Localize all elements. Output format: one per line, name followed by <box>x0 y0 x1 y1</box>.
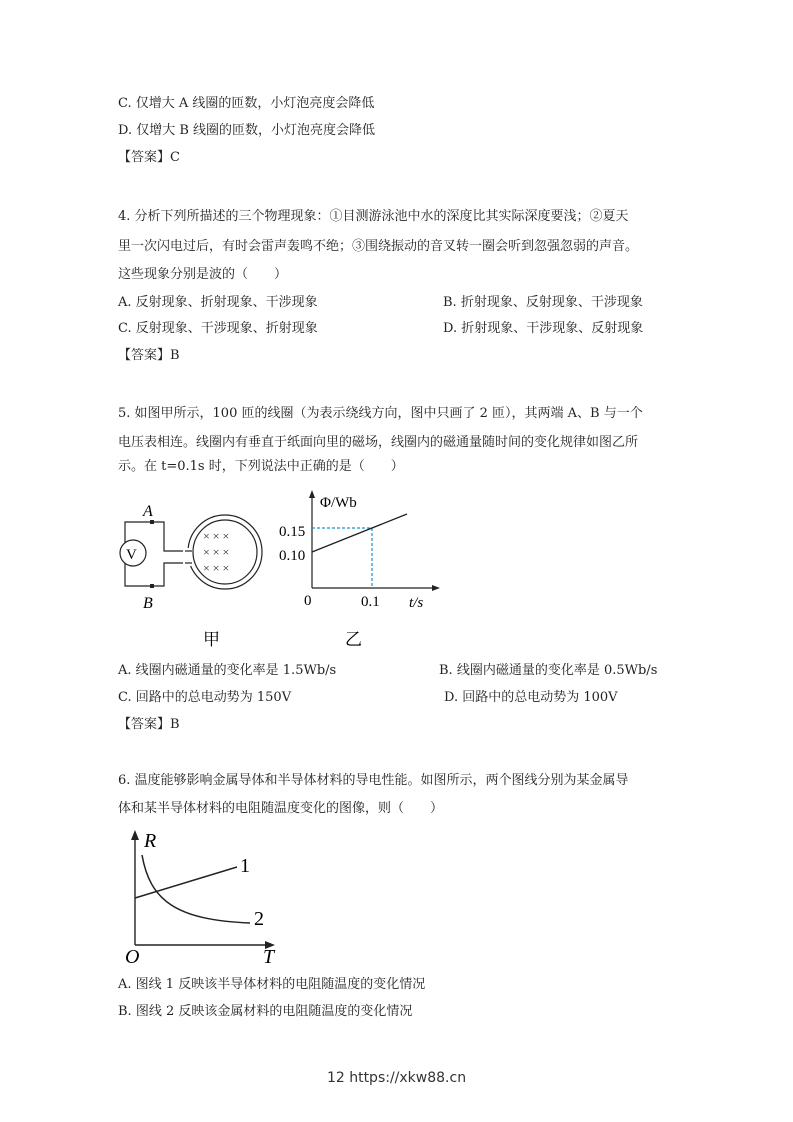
svg-text:× × ×: × × × <box>203 529 230 543</box>
q5-option-b: B. 线圈内磁通量的变化率是 0.5Wb/s <box>439 663 658 678</box>
q6-stem-line-1: 6. 温度能够影响金属导体和半导体材料的导电性能。如图所示，两个图线分别为某金属导 <box>118 773 629 788</box>
q5-stem-line-1: 5. 如图甲所示，100 匝的线圈（为表示绕线方向，图中只画了 2 匝），其两端 A、B 与一个 <box>118 406 643 421</box>
figure-jia-coil-circuit <box>115 495 285 655</box>
q4-stem-line-1: 4. 分析下列所描述的三个物理现象：①目测游泳池中水的深度比其实际深度要浅；②夏天 <box>118 209 629 224</box>
curve-2-label: 2 <box>254 908 264 930</box>
q5-answer: 【答案】B <box>118 717 180 732</box>
y-tick-0.10: 0.10 <box>279 548 306 564</box>
q6-option-a: A. 图线 1 反映该半导体材料的电阻随温度的变化情况 <box>118 977 426 992</box>
q6-option-b: B. 图线 2 反映该金属材料的电阻随温度的变化情况 <box>118 1004 413 1019</box>
q4-answer: 【答案】B <box>118 348 180 363</box>
q5-option-c: C. 回路中的总电动势为 150V <box>118 690 292 705</box>
y-axis-label: Φ/Wb <box>320 495 357 511</box>
figure-jia-caption: 甲 <box>203 630 220 649</box>
q3-answer: 【答案】C <box>118 150 180 165</box>
y-axis-r-label: R <box>144 830 157 852</box>
svg-text:× × ×: × × × <box>203 561 230 575</box>
q5-stem-line-2: 电压表相连。线圈内有垂直于纸面向里的磁场，线圈内的磁通量随时间的变化规律如图乙所 <box>118 435 639 450</box>
y-tick-0.15: 0.15 <box>279 524 306 540</box>
q4-stem-line-2: 里一次闪电过后，有时会雷声轰鸣不绝；③围绕振动的音叉转一圈会听到忽强忽弱的声音。 <box>118 239 639 254</box>
q4-option-c: C. 反射现象、干涉现象、折射现象 <box>118 321 318 336</box>
q6-stem-line-2: 体和某半导体材料的电阻随温度变化的图像，则（ ） <box>118 801 444 816</box>
figure-resistance-temperature <box>115 825 290 970</box>
q5-option-d: D. 回路中的总电动势为 100V <box>444 690 618 705</box>
q5-option-a: A. 线圈内磁通量的变化率是 1.5Wb/s <box>118 663 337 678</box>
figure-yi-flux-graph <box>275 480 455 655</box>
q4-option-b: B. 折射现象、反射现象、干涉现象 <box>443 295 643 310</box>
x-axis-t-label: T <box>263 946 275 968</box>
svg-text:× × ×: × × × <box>203 545 230 559</box>
q4-option-d: D. 折射现象、干涉现象、反射现象 <box>443 321 644 336</box>
q4-option-a: A. 反射现象、折射现象、干涉现象 <box>118 295 318 310</box>
origin-label: 0 <box>304 593 312 609</box>
x-axis-label: t/s <box>409 595 424 611</box>
curve-2-semiconductor <box>142 855 250 923</box>
q3-option-d: D. 仅增大 B 线圈的匝数，小灯泡亮度会降低 <box>118 123 376 138</box>
q5-stem-line-3: 示。在 t=0.1s 时，下列说法中正确的是（ ） <box>118 459 404 474</box>
origin-o-label: O <box>125 946 140 968</box>
voltmeter-label: V <box>126 547 137 563</box>
x-tick-0.1: 0.1 <box>361 594 380 610</box>
curve-1-label: 1 <box>240 855 250 877</box>
magnetic-field-into-page-icon <box>203 529 229 575</box>
page-footer: 12 https://xkw88.cn <box>326 1070 467 1086</box>
flux-line <box>312 514 407 552</box>
figure-yi-caption: 乙 <box>345 630 362 649</box>
q3-option-c: C. 仅增大 A 线圈的匝数，小灯泡亮度会降低 <box>118 96 375 111</box>
terminal-b-label: B <box>143 595 153 612</box>
terminal-a-label: A <box>143 503 153 520</box>
q4-stem-line-3: 这些现象分别是波的（ ） <box>118 267 288 282</box>
